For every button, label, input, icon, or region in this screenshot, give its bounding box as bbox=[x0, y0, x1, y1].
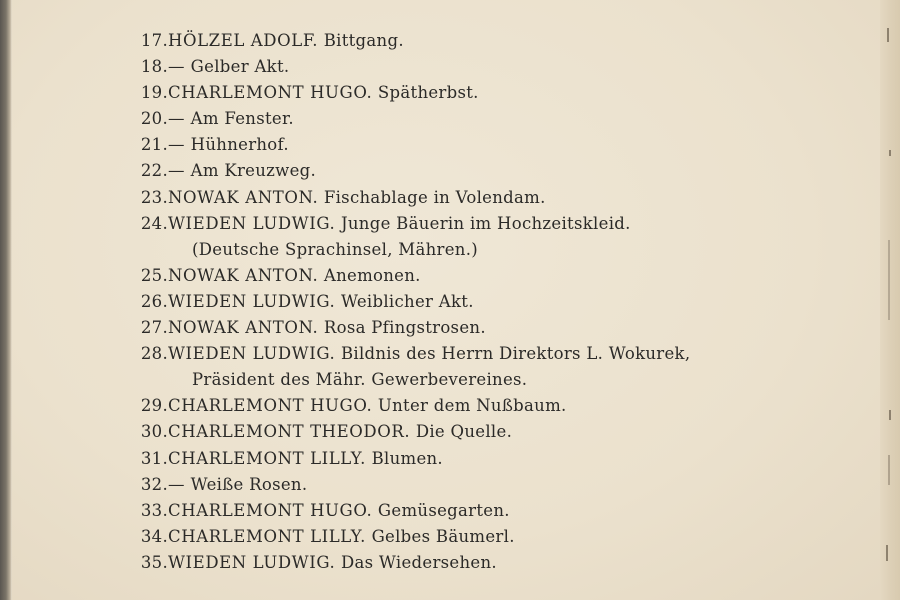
entry-artist: CHARLEMONT HUGO. bbox=[168, 500, 373, 520]
edge-mark bbox=[888, 455, 890, 485]
catalog-entry bbox=[118, 54, 838, 80]
entry-artist: CHARLEMONT THEODOR. bbox=[168, 422, 411, 442]
entry-title: Gelbes Bäumerl. bbox=[371, 526, 515, 546]
entry-number: 28. bbox=[140, 344, 168, 364]
entry-text bbox=[168, 341, 838, 393]
entry-number: 17. bbox=[140, 31, 168, 50]
entry-artist: HÖLZEL ADOLF. bbox=[168, 31, 319, 50]
entry-artist: CHARLEMONT HUGO. bbox=[168, 396, 373, 416]
catalog-entry bbox=[118, 158, 838, 184]
entry-artist: CHARLEMONT LILLY. bbox=[168, 448, 367, 468]
entry-title: Das Wiedersehen. bbox=[340, 552, 497, 572]
catalog-entry bbox=[118, 263, 838, 289]
catalog-entry bbox=[118, 106, 838, 132]
entry-title: Bittgang. bbox=[323, 31, 404, 50]
catalog-entry bbox=[118, 446, 838, 472]
entry-number: 29. bbox=[140, 396, 168, 416]
entry-text bbox=[168, 472, 838, 498]
entry-artist: — bbox=[168, 161, 186, 181]
entry-artist: CHARLEMONT HUGO. bbox=[168, 83, 373, 103]
entry-number: 30. bbox=[140, 422, 168, 442]
catalog-entry bbox=[118, 315, 838, 341]
entry-title: Spätherbst. bbox=[377, 83, 479, 103]
entry-title: Gemüsegarten. bbox=[377, 500, 510, 520]
catalog-entry bbox=[118, 132, 838, 158]
entry-artist: — bbox=[168, 474, 186, 494]
entry-title: Hühnerhof. bbox=[190, 135, 289, 155]
entry-title: Gelber Akt. bbox=[190, 57, 290, 77]
entry-text bbox=[168, 106, 838, 132]
entry-artist: WIEDEN LUDWIG. bbox=[168, 344, 336, 364]
entry-title: Blumen. bbox=[371, 448, 443, 468]
edge-mark bbox=[889, 410, 891, 420]
entry-continuation: Präsident des Mähr. Gewerbevereines. bbox=[192, 370, 528, 390]
entry-text bbox=[168, 28, 838, 54]
page-edge bbox=[880, 0, 900, 600]
entry-number: 18. bbox=[140, 57, 168, 77]
catalog-list bbox=[118, 28, 838, 576]
entry-number: 20. bbox=[140, 109, 168, 129]
entry-number: 25. bbox=[140, 265, 168, 285]
entry-number: 34. bbox=[140, 526, 168, 546]
entry-text bbox=[168, 315, 838, 341]
entry-number: 35. bbox=[140, 552, 168, 572]
entry-text bbox=[168, 80, 838, 106]
entry-title: Weiße Rosen. bbox=[190, 474, 308, 494]
entry-artist: — bbox=[168, 57, 186, 77]
entry-title: Junge Bäuerin im Hochzeitskleid. bbox=[340, 213, 631, 233]
entry-artist: NOWAK ANTON. bbox=[168, 187, 319, 207]
entry-text bbox=[168, 393, 838, 419]
edge-mark bbox=[886, 545, 888, 561]
entry-number: 32. bbox=[140, 474, 168, 494]
entry-text bbox=[168, 132, 838, 158]
entry-title: Bildnis des Herrn Direktors L. Wokurek, bbox=[340, 344, 691, 364]
catalog-entry bbox=[118, 419, 838, 445]
entry-artist: — bbox=[168, 135, 186, 155]
entry-number: 23. bbox=[140, 187, 168, 207]
entry-text bbox=[168, 263, 838, 289]
entry-artist: — bbox=[168, 109, 186, 129]
entry-artist: WIEDEN LUDWIG. bbox=[168, 552, 336, 572]
entry-text bbox=[168, 524, 838, 550]
entry-text bbox=[168, 211, 838, 263]
catalog-entry bbox=[118, 393, 838, 419]
entry-title: Am Fenster. bbox=[190, 109, 294, 129]
entry-number: 31. bbox=[140, 448, 168, 468]
catalog-entry bbox=[118, 472, 838, 498]
catalog-entry bbox=[118, 524, 838, 550]
entry-artist: NOWAK ANTON. bbox=[168, 318, 319, 338]
entry-continuation: (Deutsche Sprachinsel, Mähren.) bbox=[192, 239, 479, 259]
entry-text bbox=[168, 550, 838, 576]
entry-text bbox=[168, 498, 838, 524]
entry-title: Am Kreuzweg. bbox=[190, 161, 317, 181]
entry-number: 27. bbox=[140, 318, 168, 338]
catalog-entry bbox=[118, 28, 838, 54]
catalog-entry bbox=[118, 498, 838, 524]
catalog-entry bbox=[118, 289, 838, 315]
entry-title: Rosa Pfingstrosen. bbox=[323, 318, 486, 338]
catalog-entry bbox=[118, 550, 838, 576]
entry-number: 24. bbox=[140, 213, 168, 233]
entry-title: Anemonen. bbox=[323, 265, 421, 285]
entry-text bbox=[168, 54, 838, 80]
entry-number: 22. bbox=[140, 161, 168, 181]
entry-artist: NOWAK ANTON. bbox=[168, 265, 319, 285]
catalog-entry bbox=[118, 185, 838, 211]
edge-mark bbox=[888, 240, 890, 320]
binding-shadow bbox=[0, 0, 12, 600]
edge-mark bbox=[887, 28, 889, 42]
catalog-entry bbox=[118, 341, 838, 393]
entry-text bbox=[168, 289, 838, 315]
entry-title: Fischablage in Volendam. bbox=[323, 187, 546, 207]
entry-text bbox=[168, 419, 838, 445]
entry-number: 19. bbox=[140, 83, 168, 103]
entry-artist: WIEDEN LUDWIG. bbox=[168, 213, 336, 233]
catalog-entry bbox=[118, 80, 838, 106]
entry-number: 26. bbox=[140, 291, 168, 311]
entry-title: Unter dem Nußbaum. bbox=[377, 396, 567, 416]
entry-text bbox=[168, 446, 838, 472]
entry-number: 21. bbox=[140, 135, 168, 155]
entry-artist: WIEDEN LUDWIG. bbox=[168, 291, 336, 311]
entry-title: Die Quelle. bbox=[415, 422, 513, 442]
entry-title: Weiblicher Akt. bbox=[340, 291, 474, 311]
entry-number: 33. bbox=[140, 500, 168, 520]
edge-mark bbox=[889, 150, 891, 156]
entry-artist: CHARLEMONT LILLY. bbox=[168, 526, 367, 546]
entry-text bbox=[168, 158, 838, 184]
entry-text bbox=[168, 185, 838, 211]
catalog-entry bbox=[118, 211, 838, 263]
